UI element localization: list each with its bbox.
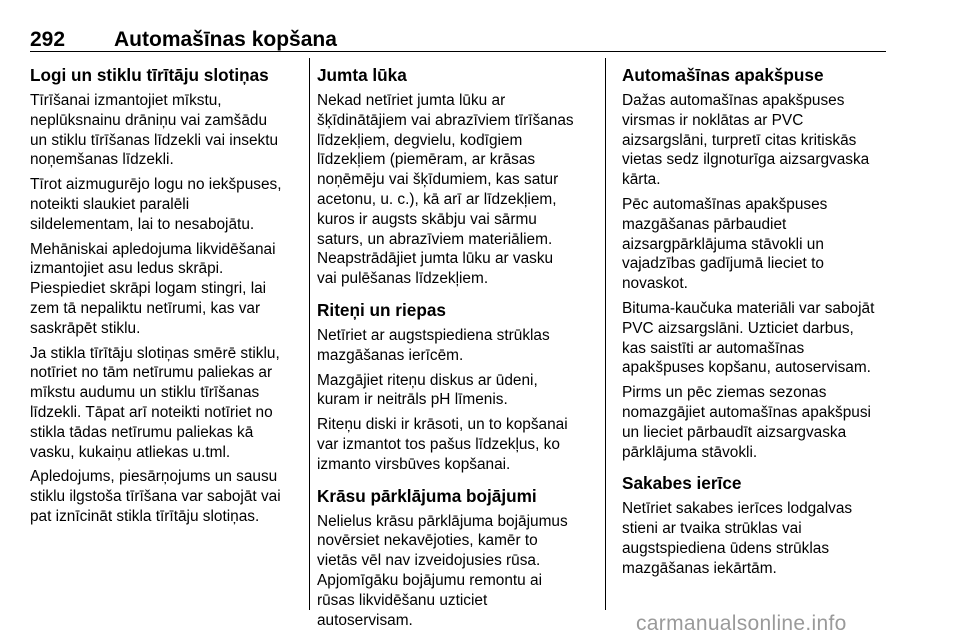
section-heading-wheels-tyres: Riteņi un riepas (317, 299, 446, 320)
paragraph: Riteņu diski ir krāsoti, un to kopšanai var izmantot tos pašus līdzekļus, ko izmanto virsbūves kopšanai. (317, 416, 568, 473)
column-divider-2 (605, 58, 606, 610)
section-heading-paint-damage: Krāsu pārklājuma bojājumi (317, 485, 537, 506)
paragraph: Netīriet sakabes ierīces lodgalvas stieni ar tvaika strūklas vai augstspiediena ūdens strūklas mazgāšanas iekārtām. (622, 500, 853, 577)
page-number: 292 (30, 28, 66, 51)
paragraph: Netīriet ar augstspiediena strūklas mazgāšanas ierīcēm. (317, 326, 550, 364)
paragraph: Mazgājiet riteņu diskus ar ūdeni, kuram ir neitrāls pH līmenis. (317, 371, 538, 409)
paragraph: Nelielus krāsu pārklājuma bojājumus novērsiet nekavējoties, kamēr to vietās vēl nav izveidojusies rūsa. Apjomīgāku bojājumu remontu ai rūsas likvidēšanu uzticiet autoservisam. (317, 512, 568, 629)
paragraph: Apledojums, piesārņojums un sausu stiklu ilgstoša tīrīšana var sabojāt vai pat iznīcināt stikla tīrītāju slotiņas. (30, 468, 281, 525)
paragraph: Tīrīšanai izmantojiet mīkstu, neplūksnainu drāniņu vai zamšādu un stiklu tīrīšanas līdzekli vai insektu noņemšanas līdzekli. (30, 92, 279, 169)
paragraph: Pirms un pēc ziemas sezonas nomazgājiet automašīnas apakšpusi un lieciet pārbaudīt aizsargvaska pārklājuma stāvokli. (622, 384, 871, 461)
paragraph: Nekad netīriet jumta lūku ar šķīdinātājiem vai abrazīviem tīrīšanas līdzekļiem, degvielu, kodīgiem līdzekļiem (piemēram, ar krāsas noņēmēju vai šķīdumiem, kas satur acetonu, u. c.), kā arī ar līdzekļiem, kuros ir augsts skābju vai sārmu saturs, un abrazīviem materiāliem. Neapstrādājiet jumta lūku ar vasku vai pulēšanas līdzekļiem. (317, 92, 574, 288)
column-divider-1 (309, 58, 310, 610)
column-3 (622, 62, 892, 584)
section-heading-windows-wipers: Logi un stiklu tīrītāju slotiņas (30, 65, 269, 85)
chapter-title: Automašīnas kopšana (114, 28, 337, 51)
column-2 (317, 62, 589, 635)
paragraph: Dažas automašīnas apakšpuses virsmas ir noklātas ar PVC aizsargslāni, turpretī citas kritiskās vietas sedz ilgnoturīga aizsargvaska kārta. (622, 92, 870, 189)
section-heading-sunroof: Jumta lūka (317, 65, 407, 85)
watermark: carmanualsonline.info (636, 612, 847, 635)
paragraph: Tīrot aizmugurējo logu no iekšpuses, noteikti slaukiet paralēli sildelementam, lai to nesabojātu. (30, 176, 282, 233)
paragraph: Pēc automašīnas apakšpuses mazgāšanas pārbaudiet aizsargpārklājuma stāvokli un vajadzības gadījumā lieciet to novaskot. (622, 195, 828, 293)
section-heading-towing-device: Sakabes ierīce (622, 473, 742, 494)
header-rule (30, 51, 886, 52)
paragraph: Mehāniskai apledojuma likvidēšanai izmantojiet asu ledus skrāpi. Piespiediet skrāpi logam stingri, lai zem tā nepaliktu netīrumi, kas var saskrāpēt stiklu. (30, 240, 276, 337)
paragraph: Ja stikla tīrītāju slotiņas smērē stiklu, notīriet no tām netīrumu paliekas ar mīkstu audumu un stiklu tīrīšanas līdzekli. Tāpat arī noteikti notīriet no stikla tādas netīrumu paliekas kā vasku, kukaiņu atliekas u.tml. (30, 344, 280, 461)
section-heading-underbody: Automašīnas apakšpuse (622, 65, 824, 85)
column-1 (30, 62, 300, 532)
paragraph: Bituma-kaučuka materiāli var sabojāt PVC aizsargslāni. Uzticiet darbus, kas saistīti ar automašīnas apakšpuses kopšanu, autoservisam. (622, 299, 875, 377)
